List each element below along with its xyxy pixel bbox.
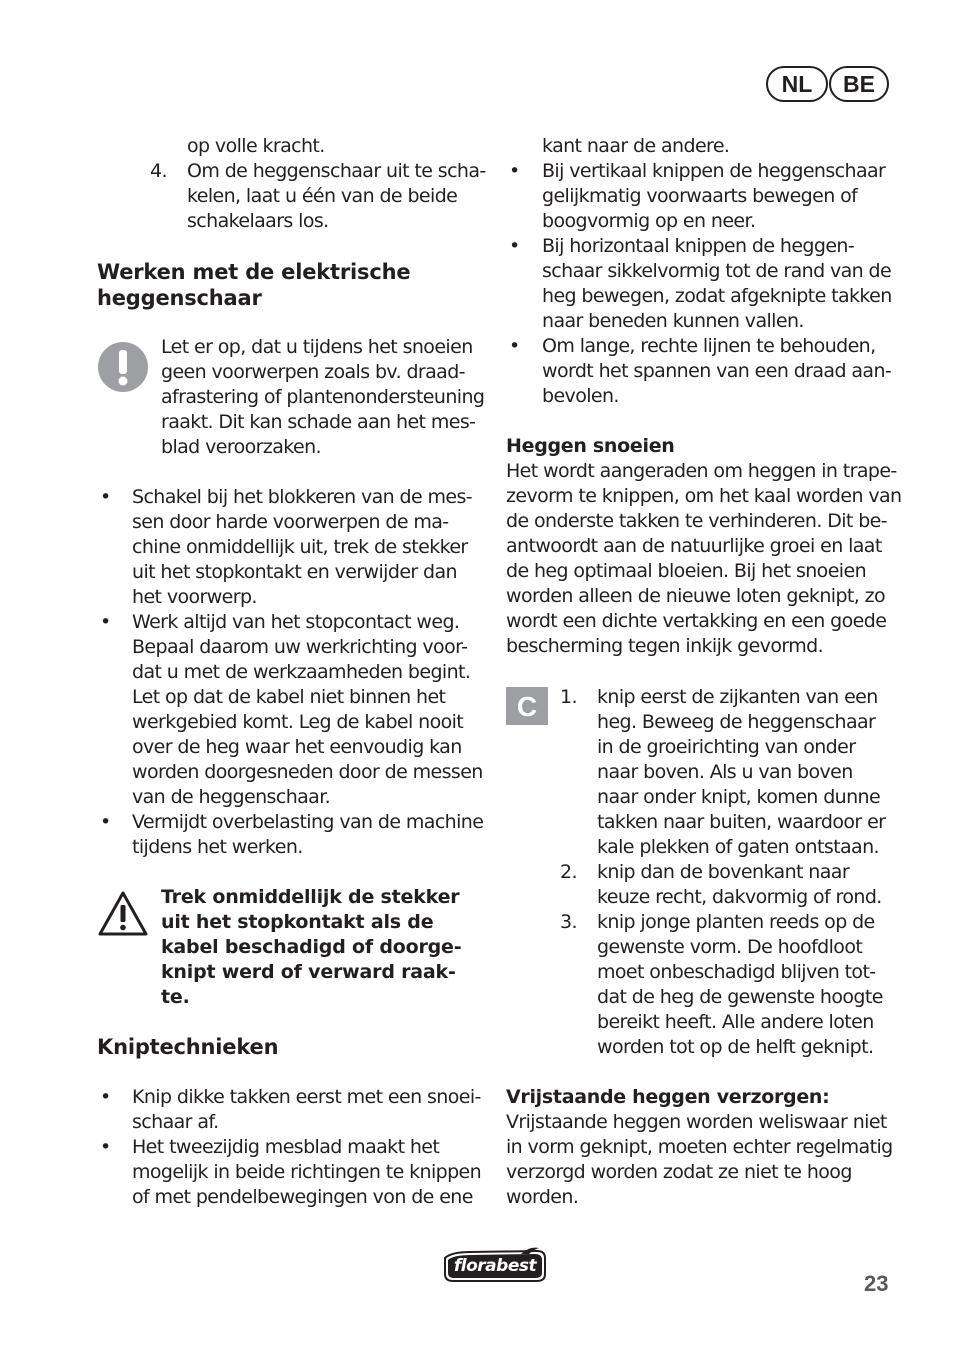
section-heading: Werken met de elektrische heggenschaar xyxy=(97,260,411,310)
list-item: Werk altijd van het stopcontact weg. Bepaal daarom uw werkrichting voor- dat u met de werkzaamheden begint. Let op dat de kabel niet binnen het werkgebied komt. Leg de kabel nooit over de heg waar het eenvoudig kan worden doorgesneden door de messen van de heggenschaar. xyxy=(132,611,483,808)
list-item: Bij vertikaal knippen de heggenschaar gelijkmatig voorwaarts bewegen of boogvormig op en neer. xyxy=(542,160,886,232)
step-text: knip dan de bovenkant naar keuze recht, dakvormig of rond. xyxy=(597,861,882,908)
list-item: Knip dikke takken eerst met een snoei- schaar af. xyxy=(132,1086,481,1133)
lang-badge-be: BE xyxy=(829,66,889,102)
continuation-line: op volle kracht. xyxy=(187,135,325,157)
figure-label-c: C xyxy=(506,687,548,725)
bullet-icon: • xyxy=(100,1136,112,1158)
brand-logo-text: florabest xyxy=(453,1256,537,1276)
section-heading: Kniptechnieken xyxy=(97,1035,279,1059)
page-number: 23 xyxy=(864,1271,889,1296)
step-number: 3. xyxy=(560,911,577,933)
note-text: Let er op, dat u tijdens het snoeien geen voorwerpen zoals bv. draad- afrastering of plantenondersteuning raakt. Dit kan schade aan het mes- blad veroorzaken. xyxy=(161,336,485,458)
list-item: Bij horizontaal knippen de heggen- schaar sikkelvormig tot de rand van de heg bewegen, zodat afgeknipte takken naar beneden kunnen vallen. xyxy=(542,235,892,332)
subsection-heading: Vrijstaande heggen verzorgen: xyxy=(506,1086,830,1108)
bullet-icon: • xyxy=(509,335,521,357)
list-item: Het tweezijdig mesblad maakt het mogelijk in beide richtingen te knippen of met pendelbewegingen von de ene xyxy=(132,1136,482,1208)
warning-triangle-icon xyxy=(97,890,149,937)
list-item: Schakel bij het blokkeren van de mes- sen door harde voorwerpen de ma- chine onmiddellijk uit, trek de stekker uit het stopkontakt en verwijder dan het voorwerp. xyxy=(132,486,473,608)
warning-text: Trek onmiddellijk de stekker uit het stopkontakt als de kabel beschadigd of doorge- knipt werd of verward raak- te. xyxy=(161,886,462,1008)
list-item: Om lange, rechte lijnen te behouden, wordt het spannen van een draad aan- bevolen. xyxy=(542,335,892,407)
continuation-line: kant naar de andere. xyxy=(542,135,730,157)
bullet-icon: • xyxy=(100,1086,112,1108)
bullet-icon: • xyxy=(100,611,112,633)
step-number: 2. xyxy=(560,861,577,883)
exclamation-icon xyxy=(98,342,148,392)
bullet-icon: • xyxy=(509,235,521,257)
step-number: 1. xyxy=(560,686,577,708)
bullet-icon: • xyxy=(509,160,521,182)
paragraph: Het wordt aangeraden om heggen in trape- zevorm te knippen, om het kaal worden van de onderste takken te verhinderen. Dit be- antwoordt aan de natuurlijke groei en laat de heg optimaal bloeien. Bij het snoeien worden alleen de nieuwe loten geknipt, zo wordt een dichte vertakking en een goede bescherming tegen inkijk gevormd. xyxy=(506,460,902,657)
step-number: 4. xyxy=(150,160,167,182)
subsection-heading: Heggen snoeien xyxy=(506,435,675,457)
list-item: Vermijdt overbelasting van de machine tijdens het werken. xyxy=(132,811,484,858)
step-text: knip jonge planten reeds op de gewenste vorm. De hoofdloot moet onbeschadigd blijven tot- dat de heg de gewenste hoogte bereikt heeft. Alle andere loten worden tot op de helft geknipt. xyxy=(597,911,883,1058)
paragraph: Vrijstaande heggen worden weliswaar niet in vorm geknipt, moeten echter regelmatig verzorgd worden zodat ze niet te hoog worden. xyxy=(506,1111,893,1208)
step-text: knip eerst de zijkanten van een heg. Beweeg de heggenschaar in de groeirichting van onder naar boven. Als u van boven naar onder knipt, komen dunne takken naar buiten, waardoor er kale plekken of gaten ontstaan. xyxy=(597,686,886,858)
brand-logo xyxy=(441,1246,549,1286)
bullet-icon: • xyxy=(100,486,112,508)
step-text: Om de heggenschaar uit te scha- kelen, laat u één van de beide schakelaars los. xyxy=(187,160,486,232)
lang-badge-nl: NL xyxy=(766,66,828,102)
bullet-icon: • xyxy=(100,811,112,833)
